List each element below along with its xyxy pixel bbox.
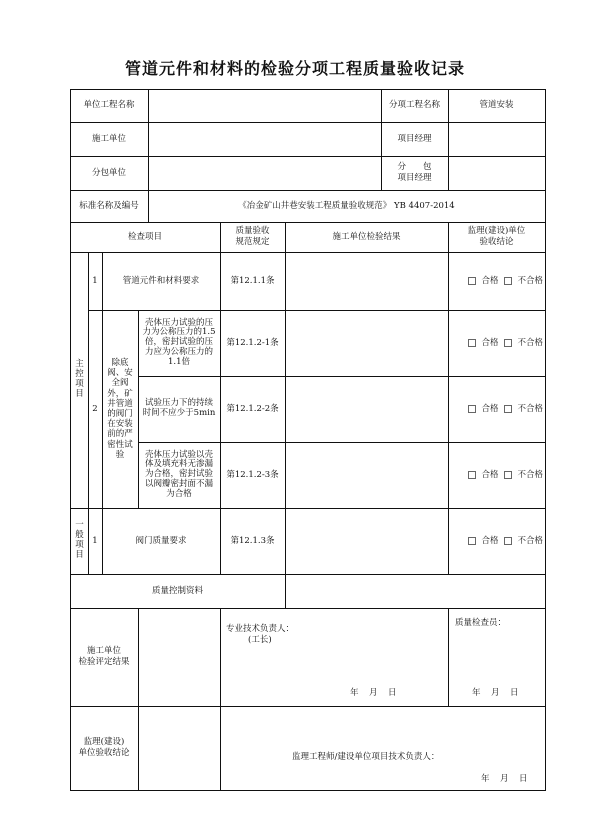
project-manager-value[interactable] — [448, 122, 545, 156]
tech-lead-line1: 专业技术负责人： — [226, 624, 295, 634]
row3-result[interactable] — [285, 508, 448, 574]
row2-sub2-fail-option[interactable] — [504, 404, 543, 415]
sub-project-manager-value[interactable] — [448, 156, 545, 190]
row1-item: 管道元件和材料要求 — [122, 275, 200, 286]
row1-fail-option[interactable] — [504, 276, 543, 287]
pass-label: 合格 — [481, 403, 499, 414]
row3-number: 1 — [92, 535, 98, 546]
sub-project-value[interactable]: 管道安装 — [479, 100, 514, 111]
sub-project-manager-label — [381, 156, 448, 190]
row3-fail-option[interactable] — [504, 536, 543, 547]
row2-sub3-fail-option[interactable] — [504, 470, 543, 481]
construction-date-1: 年 月 日 — [350, 688, 398, 698]
fail-label: 不合格 — [517, 535, 543, 546]
row2-sub3-clause: 第12.1.2-3条 — [226, 469, 279, 480]
checkbox-icon[interactable] — [504, 277, 512, 285]
row1-pass-option[interactable] — [468, 276, 498, 287]
supervision-date: 年 月 日 — [481, 774, 529, 784]
row3-clause: 第12.1.3条 — [230, 535, 275, 546]
tech-lead-line2: (工长) — [248, 634, 272, 645]
fail-label: 不合格 — [517, 469, 543, 480]
sub-project-label: 分项工程名称 — [388, 100, 440, 111]
group-main-control: 主控项目 — [75, 359, 84, 399]
col-quality-spec — [220, 222, 285, 252]
checkbox-icon[interactable] — [504, 537, 512, 545]
row1-result[interactable] — [285, 252, 448, 310]
row2-sub1-fail-option[interactable] — [504, 338, 543, 349]
row1-number: 1 — [92, 275, 98, 286]
pass-label: 合格 — [481, 337, 499, 348]
page-title: 管道元件和材料的检验分项工程质量验收记录 — [124, 59, 465, 78]
row2-sub2-result[interactable] — [285, 376, 448, 442]
checkbox-icon[interactable] — [504, 339, 512, 347]
col-check-item: 检查项目 — [127, 231, 162, 242]
pass-label: 合格 — [481, 535, 499, 546]
col-supervision-line1: 监理(建设)单位 — [467, 226, 526, 237]
row1-clause: 第12.1.1条 — [230, 275, 275, 286]
pass-label: 合格 — [481, 275, 499, 286]
qc-materials-label: 质量控制资料 — [151, 585, 203, 596]
checkbox-icon[interactable] — [468, 405, 476, 413]
row2-sub2-conclusion — [448, 376, 545, 442]
sub-pm-label-line1: 分 包 — [397, 162, 432, 173]
supervision-engineer-label: 监理工程师/建设单位项目技术负责人： — [292, 752, 440, 762]
col-supervision-line2: 验收结论 — [479, 237, 514, 247]
checkbox-icon[interactable] — [468, 471, 476, 479]
construction-eval-result[interactable] — [138, 608, 220, 706]
standard-value: 《冶金矿山井巷安装工程质量验收规范》 YB 4407-2014 — [238, 200, 455, 211]
row3-item: 阀门质量要求 — [135, 535, 187, 546]
col-quality-spec-line2: 规范规定 — [235, 237, 270, 247]
construction-eval-label-line2: 检验评定结果 — [78, 657, 130, 667]
construction-eval-label — [70, 608, 138, 706]
row2-sub1-clause: 第12.1.2-1条 — [226, 337, 279, 348]
row2-sub1-conclusion — [448, 310, 545, 376]
row2-number: 2 — [92, 403, 98, 414]
row2-sub1-pass-option[interactable] — [468, 338, 498, 349]
group-general: 一般项目 — [75, 520, 84, 560]
construction-eval-label-line1: 施工单位 — [86, 646, 121, 657]
supervision-eval-label — [70, 706, 138, 790]
fail-label: 不合格 — [517, 337, 543, 348]
subcontract-unit-value[interactable] — [148, 156, 381, 190]
row2-sub1-text: 壳体压力试验的压力为公称压力的1.5倍，密封试验的压力应为公称压力的1.1倍 — [142, 317, 216, 367]
supervision-eval-label-line2: 单位验收结论 — [78, 748, 130, 758]
unit-project-value[interactable] — [148, 89, 381, 122]
row2-sub1-result[interactable] — [285, 310, 448, 376]
row2-sub3-text: 壳体压力试验以壳体及填充料无渗漏为合格，密封试验以阀瓣密封面不漏为合格 — [144, 449, 213, 499]
col-quality-spec-line1: 质量验收 — [235, 226, 270, 237]
row2-sub3-conclusion — [448, 442, 545, 508]
row3-pass-option[interactable] — [468, 536, 498, 547]
unit-project-label: 单位工程名称 — [83, 100, 135, 111]
row2-sub3-pass-option[interactable] — [468, 470, 498, 481]
pass-label: 合格 — [481, 469, 499, 480]
quality-inspector-label: 质量检查员： — [455, 618, 507, 628]
tech-lead-label — [226, 624, 294, 645]
checkbox-icon[interactable] — [468, 339, 476, 347]
supervision-eval-label-line1: 监理(建设) — [83, 737, 125, 748]
col-supervision — [448, 222, 545, 252]
construction-unit-value[interactable] — [148, 122, 381, 156]
row2-sub2-clause: 第12.1.2-2条 — [226, 403, 279, 414]
row2-sub3-result[interactable] — [285, 442, 448, 508]
fail-label: 不合格 — [517, 275, 543, 286]
qc-materials-value[interactable] — [285, 574, 545, 608]
project-manager-label: 项目经理 — [397, 133, 432, 144]
standard-label: 标准名称及编号 — [79, 200, 139, 211]
construction-date-2: 年 月 日 — [472, 688, 520, 698]
row2-sub2-pass-option[interactable] — [468, 404, 498, 415]
row3-conclusion — [448, 508, 545, 574]
fail-label: 不合格 — [517, 403, 543, 414]
checkbox-icon[interactable] — [468, 537, 476, 545]
col-construction-result: 施工单位检验结果 — [332, 231, 401, 242]
supervision-eval-result[interactable] — [138, 706, 220, 790]
subcontract-unit-label: 分包单位 — [91, 167, 126, 178]
checkbox-icon[interactable] — [504, 405, 512, 413]
row2-item: 除底阀、安全阀外，矿井管道的阀门在安装前的严密性试验 — [107, 358, 133, 460]
checkbox-icon[interactable] — [504, 471, 512, 479]
row2-sub2-text: 试验压力下的持续时间不应少于5min — [142, 398, 216, 418]
construction-unit-label: 施工单位 — [91, 133, 126, 144]
checkbox-icon[interactable] — [468, 277, 476, 285]
row1-conclusion — [448, 252, 545, 310]
sub-pm-label-line2: 项目经理 — [397, 173, 432, 183]
